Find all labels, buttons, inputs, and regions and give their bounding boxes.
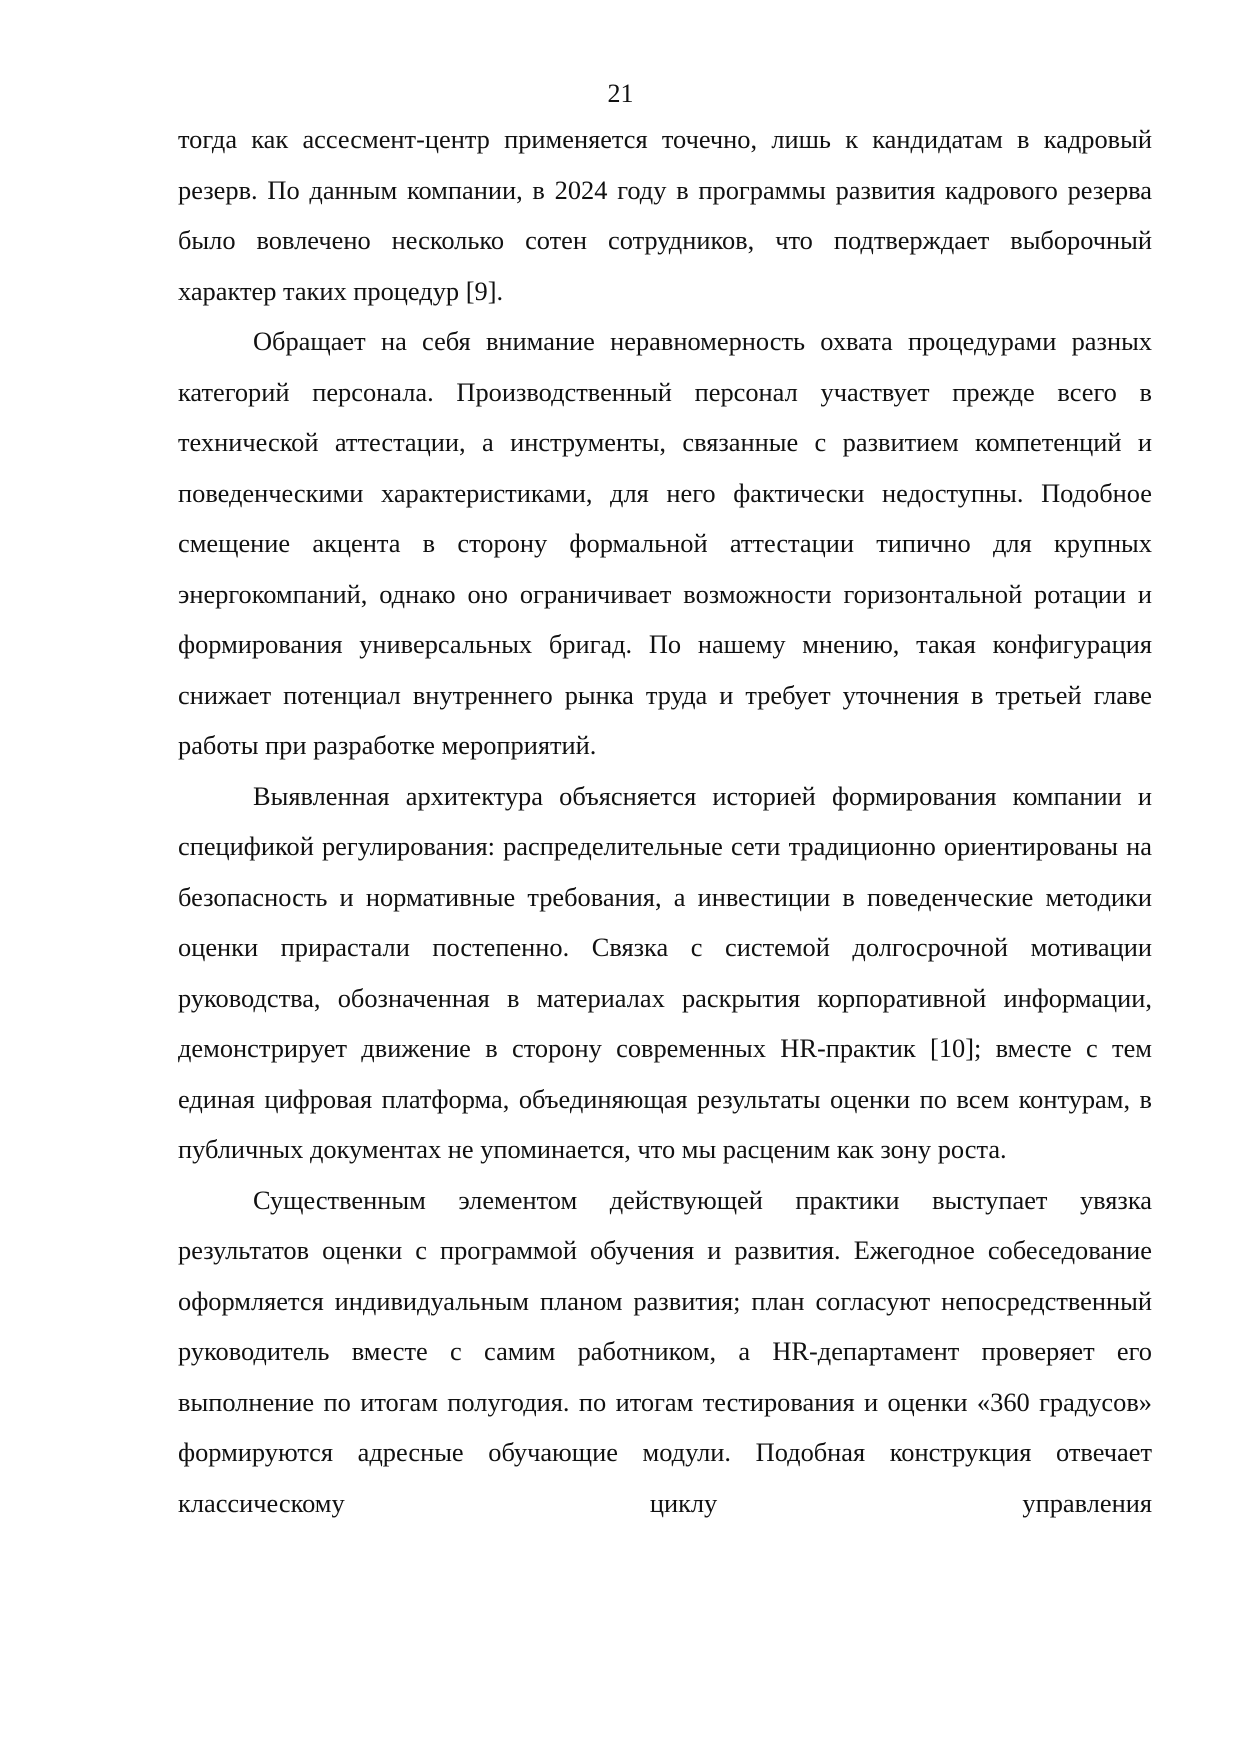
body-text [178,114,1152,1528]
paragraph-training-link: Существенным элементом действующей практики выступает увязка результатов оценки с программой обучения и развития. Ежегодное собеседование оформляется индивидуальным планом развития; план согласуют непосредственный руководитель вместе с самим работником, а HR-департамент проверяет его выполнение по итогам полугодия. по итогам тестирования и оценки «360 градусов» формируются адресные обучающие модули. Подобная конструкция отвечает классическому циклу управления [178,1184,1152,1518]
page-number: 21 [607,79,634,108]
paragraph-architecture: Выявленная архитектура объясняется историей формирования компании и спецификой регулирования: распределительные сети традиционно ориентированы на безопасность и нормативные требования, а инвестиции в поведенческие методики оценки прирастали постепенно. Связка с системой долгосрочной мотивации руководства, обозначенная в материалах раскрытия корпоративной информации, демонстрирует движение в сторону современных HR-практик [10]; вместе с тем единая цифровая платформа, объединяющая результаты оценки по всем контурам, в публичных документах не упоминается, что мы расценим как зону роста. [178,780,1152,1164]
paragraph-coverage: Обращает на себя внимание неравномерность охвата процедурами разных категорий персонала. Производственный персонал участвует прежде всего в технической аттестации, а инструменты, связанные с развитием компетенций и поведенческими характеристиками, для него фактически недоступны. Подобное смещение акцента в сторону формальной аттестации типично для крупных энергокомпаний, однако оно ограничивает возможности горизонтальной ротации и формирования универсальных бригад. По нашему мнению, такая конфигурация снижает потенциал внутреннего рынка труда и требует уточнения в третьей главе работы при разработке мероприятий. [178,326,1152,760]
paragraph-continuation: тогда как ассесмент-центр применяется точечно, лишь к кандидатам в кадровый резерв. По данным компании, в 2024 году в программы развития кадрового резерва было вовлечено несколько сотен сотрудников, что подтверждает выборочный характер таких процедур [9]. [178,124,1152,306]
